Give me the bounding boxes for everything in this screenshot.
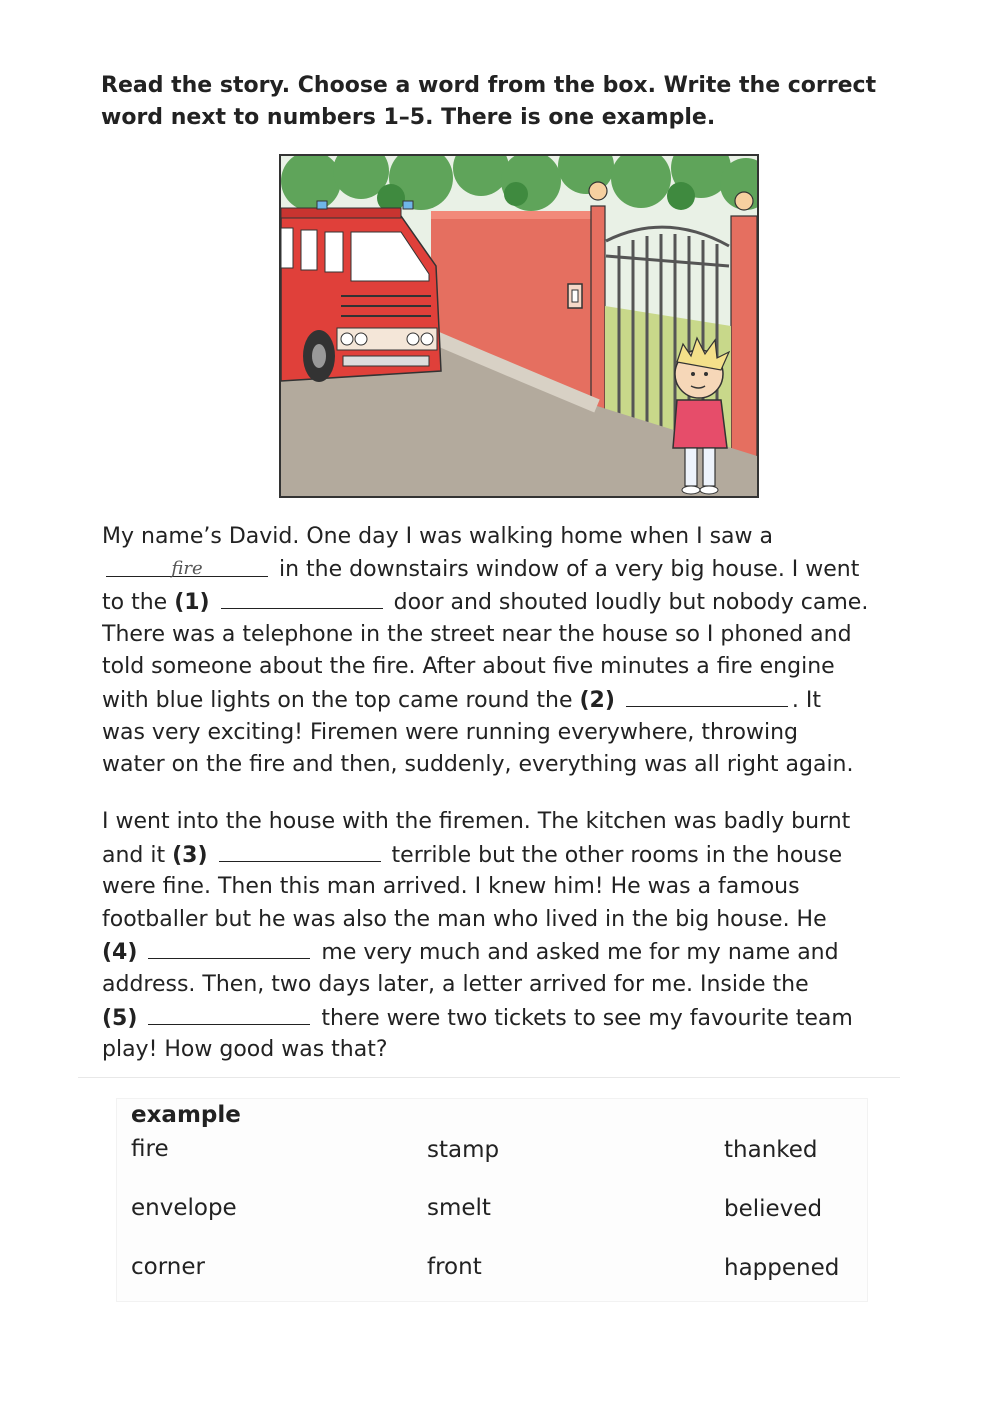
story-paragraph-2 (102, 806, 899, 1067)
instructions: Read the story. Choose a word from the box. Write the correct word next to numbers 1–5. There is one example. (101, 73, 877, 130)
word-option: smelt (427, 1195, 491, 1221)
answer-blank-3[interactable] (219, 839, 381, 862)
story-illustration (279, 154, 759, 498)
story-line: was very exciting! Firemen were running everywhere, throwing (102, 719, 798, 745)
question-number: (3) (172, 842, 208, 868)
word-option: believed (724, 1196, 823, 1222)
story-line: (4) me very much and asked me for my name and (102, 936, 899, 969)
story-line: My name’s David. One day I was walking home when I saw a (102, 524, 773, 549)
question-number: (1) (174, 590, 210, 616)
example-answer-blank: fire (106, 554, 268, 577)
question-number: (2) (579, 687, 615, 713)
word-option: thanked (724, 1137, 818, 1163)
divider (78, 1077, 900, 1078)
story-line: with blue lights on the top came round the (2) . It (102, 684, 899, 717)
story-line: footballer but he was also the man who lived in the big house. He (102, 906, 827, 932)
word-option: envelope (131, 1195, 237, 1221)
word-option: corner (131, 1254, 205, 1280)
story-line: play! How good was that? (102, 1037, 388, 1063)
story-line: (5) there were two tickets to see my favourite team (102, 1002, 899, 1035)
example-label: example (131, 1102, 241, 1128)
story-line: to the (1) door and shouted loudly but nobody came. (102, 586, 899, 619)
question-number: (5) (102, 1005, 138, 1031)
answer-blank-5[interactable] (148, 1002, 310, 1025)
word-option: happened (724, 1255, 840, 1281)
story-line: fire in the downstairs window of a very big house. I went (102, 554, 899, 587)
story-line: and it (3) terrible but the other rooms in the house (102, 839, 899, 872)
story-line: I went into the house with the firemen. The kitchen was badly burnt (102, 809, 851, 834)
story-line: were fine. Then this man arrived. I knew him! He was a famous (102, 874, 800, 900)
word-option: fire (131, 1136, 169, 1162)
word-option: stamp (427, 1137, 500, 1163)
story-line: water on the fire and then, suddenly, everything was all right again. (102, 752, 854, 778)
answer-blank-2[interactable] (626, 684, 788, 707)
answer-blank-4[interactable] (148, 936, 310, 959)
answer-blank-1[interactable] (221, 586, 383, 609)
word-option: front (427, 1254, 482, 1280)
question-number: (4) (102, 940, 138, 966)
story-line: There was a telephone in the street near the house so I phoned and (102, 621, 852, 647)
story-line: told someone about the fire. After about five minutes a fire engine (102, 654, 835, 680)
story-paragraph-1 (102, 521, 899, 782)
story-line: address. Then, two days later, a letter arrived for me. Inside the (102, 971, 809, 997)
